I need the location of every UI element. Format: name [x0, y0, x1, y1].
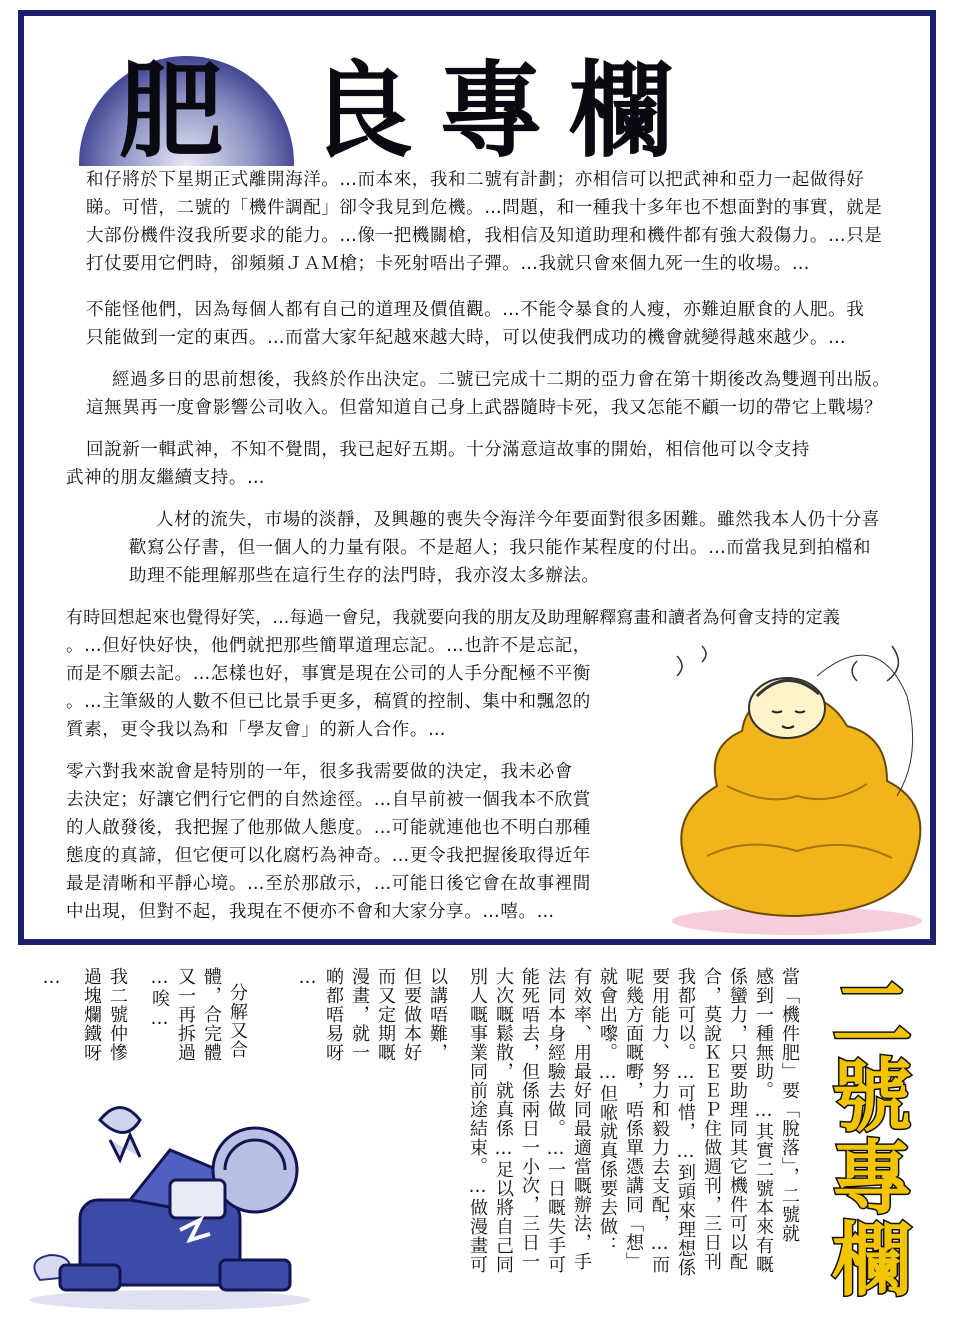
- text-line: 態度的真諦，但它便可以化腐朽為神奇。…更令我把握後取得近年: [66, 846, 591, 866]
- vertical-text-column: 體，合完體: [201, 967, 222, 1062]
- text-line: 大部份機件沒我所要求的能力。…像一把機關槍，我相信及知道助理和機件都有強大殺傷力。…只是: [86, 226, 883, 246]
- text-line: 經過多日的思前想後，我終於作出決定。二號已完成十二期的亞力會在第十期後改為雙週刊出版。: [112, 370, 891, 390]
- vertical-text-column: 啲都唔易呀: [323, 967, 344, 1062]
- text-line: 而是不願去記。…怎樣也好，事實是現在公司的人手分配極不平衡: [66, 664, 591, 684]
- text-line: 不能怪他們，因為每個人都有自己的道理及價值觀。…不能令暴食的人瘦，亦難迫厭食的人肥。我: [86, 300, 865, 320]
- vertical-text-column: 要用能力、努力和毅力去支配，…而: [649, 967, 670, 1274]
- vertical-text-column: 當「機件肥」要「脫落」，二號就: [779, 967, 800, 1243]
- vertical-text-column: 漫畫，就一: [349, 967, 370, 1062]
- vertical-text-column: 能死唔去，但係兩日一小次，三日一: [519, 967, 540, 1271]
- vertical-text-column: 就會出嚟。…但𠵱就真係要去做：: [597, 967, 618, 1255]
- vertical-text-column: 但要做本好: [401, 967, 422, 1062]
- title-first-char: 肥: [119, 50, 230, 172]
- vertical-text-column: 又一再拆過: [175, 967, 196, 1062]
- vertical-text-column: 分解又合: [227, 983, 248, 1059]
- text-line: 打仗要用它們時，卻頻頻ＪＡＭ槍；卡死射唔出子彈。…我就只會來個九死一生的收場。…: [86, 254, 810, 274]
- vertical-text-column: 呢幾方面嘅嘢，唔係單憑講同「想」: [623, 967, 644, 1271]
- title-two-char: 欄: [832, 1214, 912, 1307]
- text-line: 。…主筆級的人數不但已比景手更多，稿質的控制、集中和飄忽的: [66, 692, 591, 712]
- vertical-text-column: 我二號仲慘: [107, 967, 128, 1062]
- broken-robot-illustration: [20, 1080, 320, 1315]
- vertical-text-column: …唉…: [149, 967, 170, 1030]
- text-line: 助理不能理解那些在這行生存的法門時，我亦沒太多辦法。: [129, 566, 600, 586]
- vertical-text-column: 有效率、用最好同最適當嘅辦法，手: [571, 967, 592, 1271]
- vertical-text-column: …: [297, 967, 318, 989]
- vertical-text-column: 合，莫說ＫＥＥＰ住做週刊，三日刊: [701, 967, 722, 1271]
- text-line: 中出現，但對不起，我現在不便亦不會和大家分享。…嘻。…: [66, 902, 555, 922]
- vertical-text-column: 法同本身經驗去做。…一日嘅失手可: [545, 967, 566, 1274]
- text-line: 武神的朋友繼續支持。…: [66, 468, 266, 488]
- title-rest-chars: 良專欄: [309, 50, 700, 172]
- text-line: 去決定；好讓它們行它們的自然途徑。…自早前被一個我本不欣賞: [66, 790, 591, 810]
- text-line: 人材的流失，市場的淡靜，及興趣的喪失令海洋今年要面對很多困難。雖然我本人仍十分喜: [156, 510, 880, 530]
- text-line: 和仔將於下星期正式離開海洋。…而本來，我和二號有計劃；亦相信可以把武神和亞力一起做得好: [86, 170, 865, 190]
- meditating-fat-man-illustration: [647, 636, 947, 936]
- text-line: 質素，更令我以為和「學友會」的新人合作。…: [66, 720, 447, 740]
- text-line: 只能做到一定的東西。…而當大家年紀越來越大時，可以使我們成功的機會就變得越來越少。…: [86, 328, 847, 348]
- vertical-text-column: 我都可以。…可惜，…到頭來理想係: [675, 967, 696, 1277]
- title-two-char: 專: [832, 1132, 912, 1225]
- vertical-text-column: 以講唔難，: [427, 967, 448, 1062]
- text-line: 這無異再一度會影響公司收入。但當知道自己身上武器隨時卡死，我又怎能不顧一切的帶它上戰場？: [86, 398, 883, 418]
- text-line: 回說新一輯武神，不知不覺間，我已起好五期。十分滿意這故事的開始，相信他可以令支持: [86, 440, 810, 460]
- column-one-title: [79, 50, 839, 172]
- text-line: 。…但好快好快，他們就把那些簡單道理忘記。…也許不是忘記，: [66, 636, 591, 656]
- vertical-text-column: 感到一種無助。…其實二號本來有嘅: [753, 967, 774, 1274]
- text-line: 零六對我來說會是特別的一年，很多我需要做的決定，我未必會: [66, 762, 573, 782]
- text-line: 睇。可惜，二號的「機件調配」卻令我見到危機。…問題，和一種我十多年也不想面對的事實，就是: [86, 198, 883, 218]
- title-two-char: 二: [832, 968, 912, 1061]
- vertical-text-column: …: [41, 967, 62, 989]
- column-one-frame: [18, 10, 936, 945]
- column-two-title: [826, 968, 918, 1307]
- title-two-char: 號: [832, 1050, 912, 1143]
- vertical-text-column: 大次嘅鬆散，就真係…足以將自己同: [493, 967, 514, 1274]
- vertical-text-column: 別人嘅事業同前途結束。…做漫畫可: [467, 967, 488, 1274]
- text-line: 的人啟發後，我把握了他那做人態度。…可能就連他也不明白那種: [66, 818, 591, 838]
- column-two: [0, 955, 960, 1320]
- text-line: 有時回想起來也覺得好笑，…每過一會兒，我就要向我的朋友及助理解釋寫畫和讀者為何會支持的定義: [66, 608, 840, 628]
- text-line: 最是清晰和平靜心境。…至於那啟示，…可能日後它會在故事裡間: [66, 874, 591, 894]
- text-line: 歡寫公仔書，但一個人的力量有限。不是超人；我只能作某程度的付出。…而當我見到拍檔和: [129, 538, 872, 558]
- vertical-text-column: 係蠻力，只要助理同其它機件可以配: [727, 967, 748, 1271]
- vertical-text-column: 過塊爛鐵呀: [81, 967, 102, 1062]
- vertical-text-column: 而又定期嘅: [375, 967, 396, 1062]
